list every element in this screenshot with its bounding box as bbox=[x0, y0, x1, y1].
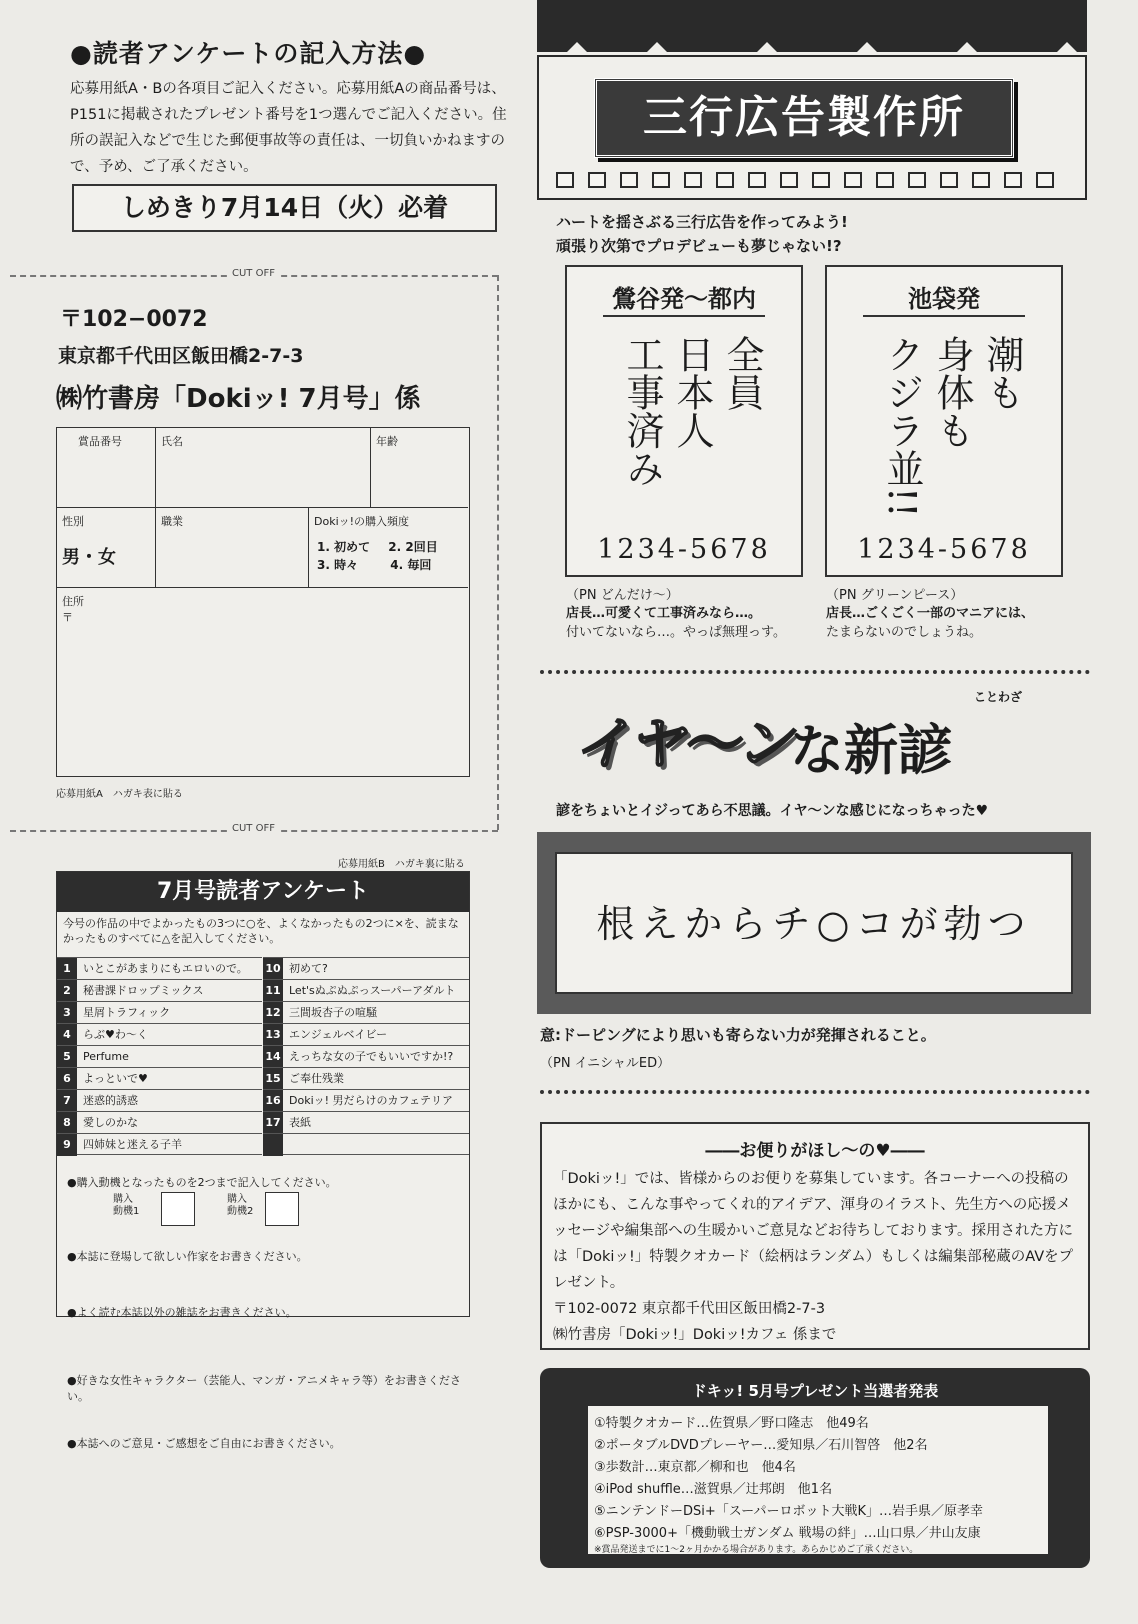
deco-square bbox=[684, 172, 702, 188]
survey-item[interactable]: 7 迷惑的誘惑 bbox=[57, 1089, 262, 1111]
survey-item[interactable]: 4 らぶ♥わ〜く bbox=[57, 1023, 262, 1045]
survey-item[interactable]: 6 よっといで♥ bbox=[57, 1067, 262, 1089]
deco-square bbox=[876, 172, 894, 188]
question-other-magazines[interactable]: ●よく読む本誌以外の雑誌をお書きください。 bbox=[67, 1306, 297, 1319]
kotowaza-title-a: イヤ〜ン bbox=[574, 712, 790, 777]
winner-line: ④iPod shuffle…滋賀県／辻邦朗 他1名 bbox=[594, 1482, 833, 1497]
prize-number-field[interactable] bbox=[57, 428, 156, 508]
ad-2-line-2: 身体も bbox=[930, 335, 974, 449]
deadline-box: しめきり7月14日（火）必着 bbox=[72, 184, 497, 232]
letters-text: 「Dokiッ!」では、皆様からのお便りを募集しています。各コーナーへの投稿のほかにも、こんな事やってくれ的アイデア、渾身のイラスト、先生方への応援メッセージや編集部への生暖かいご意見などお待ちしております。採用された方には「Dokiッ!」特製クオカード（絵柄はランダム）もしくは編集部秘蔵のAVをプレゼント。 bbox=[553, 1171, 1074, 1291]
dotted-divider bbox=[540, 1090, 1090, 1094]
freq-option-3[interactable]: 3. 時々 bbox=[317, 558, 359, 572]
winner-line: ⑥PSP-3000+「機動戦士ガンダム 戦場の絆」…山口県／井山友康 bbox=[594, 1526, 981, 1541]
survey-item[interactable]: 5 Perfume bbox=[57, 1045, 262, 1067]
job-field[interactable] bbox=[156, 508, 309, 588]
form-a-note: 応募用紙A ハガキ表に貼る bbox=[56, 789, 183, 800]
mailing-recipient: ㈱竹書房「Dokiッ! 7月号」係 bbox=[56, 384, 421, 414]
survey-instructions: 今号の作品の中でよかったもの3つに○を、よくなかったもの2つに×を、読まなかったものすべてに△を記入してください。 bbox=[63, 917, 459, 945]
gender-field[interactable] bbox=[57, 508, 156, 588]
prize-number-label: 賞品番号 bbox=[78, 435, 122, 448]
freq-option-1[interactable]: 1. 初めて bbox=[317, 540, 371, 554]
kotowaza-ruby: ことわざ bbox=[974, 690, 1023, 704]
ad-2-heading: 池袋発 bbox=[908, 285, 980, 313]
application-form-a bbox=[56, 427, 470, 777]
question-purchase-motive: ●購入動機となったものを2つまで記入してください。 bbox=[67, 1176, 337, 1189]
deco-square bbox=[780, 172, 798, 188]
survey-item[interactable]: 14 えっちな女の子でもいいですか!? bbox=[263, 1045, 469, 1067]
deco-square bbox=[652, 172, 670, 188]
ad-1-heading: 鶯谷発〜都内 bbox=[612, 285, 756, 313]
deco-square bbox=[556, 172, 574, 188]
ad-2-divider bbox=[863, 315, 1025, 317]
deco-square bbox=[972, 172, 990, 188]
age-field[interactable] bbox=[371, 428, 468, 508]
winner-line: ⑤ニンテンドーDSi+「スーパーロボット大戦K」…岩手県／原孝幸 bbox=[594, 1504, 983, 1519]
address-field[interactable] bbox=[57, 588, 468, 775]
deco-square bbox=[588, 172, 606, 188]
ad-2-line-3: クジラ並!! bbox=[880, 335, 924, 518]
reader-survey-form-b bbox=[56, 871, 470, 1450]
ad-card-1 bbox=[565, 265, 803, 577]
winners-footnote: ※賞品発送までに1〜2ヶ月かかる場合があります。あらかじめご了承ください。 bbox=[594, 1545, 919, 1555]
proverb-meaning: 意:ドーピングにより思いも寄らない力が発揮されること。 bbox=[540, 1026, 936, 1044]
sangyou-intro-line-1: ハートを揺さぶる三行広告を作ってみよう! bbox=[556, 213, 848, 231]
survey-item[interactable]: 10 初めて? bbox=[263, 957, 469, 979]
sangyou-intro bbox=[556, 210, 848, 258]
instructions-title: ●読者アンケートの記入方法● bbox=[70, 39, 427, 68]
cut-off-label-a: CUT OFF bbox=[228, 268, 279, 279]
question-favorite-author[interactable]: ●本誌に登場して欲しい作家をお書きください。 bbox=[67, 1250, 308, 1263]
letters-address-1: 〒102-0072 東京都千代田区飯田橋2-7-3 bbox=[553, 1301, 826, 1317]
motive-1-label: 購入 動機1 bbox=[113, 1194, 140, 1217]
winners-title: ドキッ! 5月号プレゼント当選者発表 bbox=[691, 1382, 939, 1400]
winner-line: ③歩数計…東京都／柳和也 他4名 bbox=[594, 1460, 796, 1475]
instructions-body: 応募用紙A・Bの各項目ご記入ください。応募用紙Aの商品番号は、P151に掲載されたプレゼント番号を1つ選んでご記入ください。住所の誤記入などで生じた郵便事故等の責任は、一切負いかねますので、予め、ご了承ください。 bbox=[70, 81, 507, 175]
sangyou-title: 三行広告製作所 bbox=[594, 78, 1014, 158]
deco-square bbox=[812, 172, 830, 188]
survey-item[interactable]: 13 エンジェルベイビー bbox=[263, 1023, 469, 1045]
ad-1-pen-name: （PN どんだけ〜） bbox=[566, 588, 679, 603]
ad-2-line-1: 潮も bbox=[980, 335, 1024, 411]
survey-item[interactable]: 11 Let'sぬぷぬぷっスーパーアダルト bbox=[263, 979, 469, 1001]
freq-option-4[interactable]: 4. 毎回 bbox=[390, 558, 432, 572]
survey-item-empty bbox=[263, 1133, 469, 1155]
motive-1-input[interactable] bbox=[161, 1192, 195, 1226]
letters-body bbox=[553, 1166, 1083, 1348]
letters-address-2: ㈱竹書房「Dokiッ!」Dokiッ!カフェ 係まで bbox=[553, 1327, 837, 1343]
survey-item[interactable]: 8 愛しのかな bbox=[57, 1111, 262, 1133]
ad-1-line-2: 日本人 bbox=[670, 335, 714, 449]
cut-off-label-b: CUT OFF bbox=[228, 823, 279, 834]
freq-option-2[interactable]: 2. 2回目 bbox=[388, 540, 438, 554]
ad-1-line-1: 全員 bbox=[720, 335, 764, 411]
survey-item[interactable]: 9 四姉妹と迷える子羊 bbox=[57, 1133, 262, 1155]
survey-title: 7月号読者アンケート bbox=[57, 872, 469, 912]
proverb-text: 根えからチ○コが勃つ bbox=[596, 902, 1032, 946]
name-field[interactable] bbox=[156, 428, 371, 508]
mailing-postal-code: 〒102−0072 bbox=[60, 307, 208, 332]
deco-square bbox=[940, 172, 958, 188]
cut-line-a-vertical bbox=[497, 275, 499, 830]
question-feedback[interactable]: ●本誌へのご意見・ご感想をご自由にお書きください。 bbox=[67, 1437, 341, 1450]
kotowaza-subtitle: 諺をちょいとイジってあら不思議。イヤ〜ンな感じになっちゃった♥ bbox=[556, 803, 989, 819]
ad-1-divider bbox=[603, 315, 765, 317]
job-label: 職業 bbox=[161, 515, 183, 528]
deco-square bbox=[620, 172, 638, 188]
survey-item[interactable]: 3 星屑トラフィック bbox=[57, 1001, 262, 1023]
sangyou-intro-line-2: 頑張り次第でプロデビューも夢じゃない!? bbox=[556, 237, 842, 255]
survey-item[interactable]: 17 表紙 bbox=[263, 1111, 469, 1133]
dotted-divider bbox=[540, 670, 1090, 674]
deco-square bbox=[1036, 172, 1054, 188]
motive-2-input[interactable] bbox=[265, 1192, 299, 1226]
ad-2-pen-name: （PN グリーンピース） bbox=[826, 588, 964, 603]
address-postal-mark: 〒 bbox=[62, 611, 73, 624]
deco-square bbox=[716, 172, 734, 188]
purchase-frequency-label: Dokiッ!の購入頻度 bbox=[314, 515, 410, 528]
kotowaza-title-b: な新諺 bbox=[790, 719, 952, 782]
gender-label: 性別 bbox=[62, 515, 84, 528]
deco-square bbox=[844, 172, 862, 188]
deco-square bbox=[908, 172, 926, 188]
name-label: 氏名 bbox=[161, 435, 183, 448]
age-label: 年齢 bbox=[376, 435, 398, 448]
ad-2-comment: 店長…ごくごく一部のマニアには、 たまらないのでしょうね。 bbox=[826, 606, 1035, 640]
form-b-note: 応募用紙B ハガキ裏に貼る bbox=[338, 859, 465, 870]
ad-1-phone: 1234-5678 bbox=[597, 534, 771, 565]
purchase-frequency-field[interactable] bbox=[309, 508, 468, 588]
survey-item[interactable]: 16 Dokiッ! 男だらけのカフェテリア bbox=[263, 1089, 469, 1111]
letters-title: ――お便りがほし〜の♥―― bbox=[705, 1141, 925, 1161]
survey-item[interactable]: 1 いとこがあまりにもエロいので。 bbox=[57, 957, 262, 979]
survey-item[interactable]: 12 三間坂杏子の喧騒 bbox=[263, 1001, 469, 1023]
ad-1-line-3: 工事済み bbox=[620, 335, 664, 487]
motive-2-label: 購入 動機2 bbox=[227, 1194, 254, 1217]
deco-square bbox=[1004, 172, 1022, 188]
ad-2-phone: 1234-5678 bbox=[857, 534, 1031, 565]
deco-square bbox=[748, 172, 766, 188]
mailing-address: 東京都千代田区飯田橋2-7-3 bbox=[58, 345, 304, 367]
address-label: 住所 bbox=[62, 595, 84, 608]
survey-item[interactable]: 15 ご奉仕残業 bbox=[263, 1067, 469, 1089]
question-favorite-character[interactable]: ●好きな女性キャラクター（芸能人、マンガ・アニメキャラ等）をお書きください。 bbox=[67, 1374, 461, 1403]
winner-line: ②ポータブルDVDプレーヤー…愛知県／石川智啓 他2名 bbox=[594, 1438, 928, 1453]
ad-card-2 bbox=[825, 265, 1063, 577]
proverb-pen-name: （PN イニシャルED） bbox=[540, 1056, 671, 1071]
winner-line: ①特製クオカード…佐賀県／野口隆志 他49名 bbox=[594, 1416, 869, 1431]
ad-1-comment: 店長…可愛くて工事済みなら…。 付いてないなら…。やっぱ無理っす。 bbox=[566, 606, 786, 640]
gender-options: 男・女 bbox=[62, 547, 116, 568]
winners-list bbox=[588, 1406, 1048, 1554]
survey-item[interactable]: 2 秘書課ドロップミックス bbox=[57, 979, 262, 1001]
